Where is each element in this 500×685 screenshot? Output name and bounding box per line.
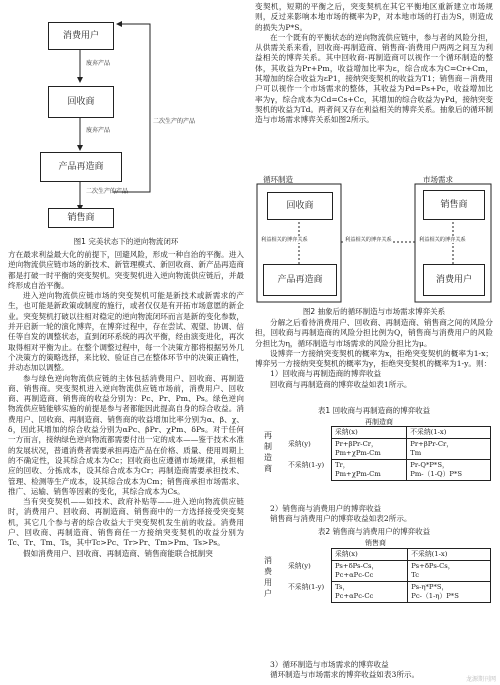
table-1-col-owner: 再制造商 (365, 418, 393, 426)
fig2-left-relation: 利益相关的博弈关系 (261, 237, 308, 243)
right-paragraph: 销售商与消费用户的博弈收益如表2所示。 (270, 514, 412, 524)
right-paragraph: 1）回收商与再制造商的博弈收益 (270, 369, 382, 379)
table-2-side-owner: 消费用户 (264, 556, 272, 598)
fig2-node-remanufacturer: 产品再造商 (263, 264, 337, 296)
t1-row-reject: 不采纳(1-y) (288, 460, 325, 469)
table-1-caption: 表1 回收商与再制造商的博弈收益 (317, 406, 431, 415)
right-paragraph: 在一个既有的平衡状态的逆向物流供应链中，参与者的风险分担，从供需关系来看，回收商-再制造商、销售商-消费用户两两之间互为利益相关的博弈关系。其中回收商-再制造商可以视作一个循环制造的整体，其收益为Pr+Pm，收益增加比率为ε，综合成本为C=Cr+Cm，其增加的综合收益为εP1，接纳突变契机的收益为T1；销售商－消费用户可以视作一个市场需求的整体，其收益为Pd=Ps+Pc，收益增加比率为γ，综合成本为Cd=Cs+Cc，其增加的综合收益为γPd，接纳突变契机的收益为Td。两者间又存在利益相关的博弈关系。抽象后的循环制造与市场需求博弈关系如图2所示。 (255, 32, 493, 125)
t1-row-accept: 采纳(y) (288, 439, 311, 448)
node-retailer: 销售商 (48, 208, 114, 228)
node-remanufacturer: 产品再造商 (40, 152, 122, 182)
node-recycler: 回收商 (48, 86, 114, 118)
t1-cell: Tr， Pm+χPm-Cm (332, 460, 407, 481)
right-paragraph: 循环制造与市场需求的博弈收益如表3所示。 (270, 670, 420, 680)
t2-col-accept: 采纳(x) (332, 549, 408, 561)
fig2-left-title: 循环制造 (263, 175, 293, 184)
t2-cell: Ps-η*P*S， Pc-（1-η）P*S (408, 582, 491, 603)
node-consumer: 消费用户 (48, 22, 114, 50)
right-paragraph: 设博弈一方接纳突变契机的概率为x，拒绝突变契机的概率为1-x；博弈另一方接纳突变契机的概率为y，拒绝突变契机的概率为1-y。则： (255, 348, 493, 369)
fig2-node-retailer: 销售商 (423, 190, 485, 220)
t2-cell: Ps+δPs-Cs， Pc+αPc-Cc (332, 561, 408, 582)
t1-col-accept: 采纳(x) (332, 427, 407, 439)
t1-cell: Pr+βPr-Cr， Tm (407, 439, 491, 460)
edge-label-second-prod: 二次生产的产品 (153, 118, 196, 125)
fig2-mid-relation: 利益相关的博弈关系 (345, 237, 392, 243)
edge-label-waste-1: 废弃产品 (86, 60, 111, 67)
right-column-text-t3 (255, 660, 493, 681)
right-column-text-top (255, 2, 493, 126)
fig2-node-consumer: 消费用户 (423, 264, 485, 296)
edge-label-waste-2: 废弃产品 (86, 127, 111, 134)
left-paragraph: 参与绿色逆向物流供应链的主体包括消费用户、回收商、再制造商、销售商。突变契机进入逆向物流供应链市场前，消费用户、回收商、再制造商、销售商的收益分别为：Pc、Pr、Pm、Ps。绿色逆向物流供应链能够实施的前提是参与者都能因此提高自身的综合收益。消费用户、回收商、再制造商、销售商的收益增加比率分别为α、β、χ、δ，因此其增加的综合收益分别为αPc、βPr、χPm、δPs。对于任何一方而言，接纳绿色逆向物流都需要付出一定的成本——鉴于技术水准的发展状况，普通消费者需要承担再造产品在价格、质量、使用周期上的不确定性，设其综合成本为Cc；回收商也应遵循市场规律，承担相应的回收、分拣成本，设其综合成本为Cr；再制造商需要承担技术、管理、检测等生产成本，设其综合成本为Cm；销售商承担市场需求、推广、运输、销售等因素的变化，其综合成本为Cs。 (8, 373, 244, 496)
left-paragraph: 进入逆向物流供应链市场的突变契机可能是新技术或新需求的产生，也可能是新政策或制度的施行，或者仅仅是有开拓市场意愿的新企业。突变契机打破以往相对稳定的逆向物流闭环而言是新的变化参数，并开启新一轮的演化博弈，在博弈过程中，存在尝试、观望、协调、信任等自发的调整状态，直到闭环系统的再次平衡，经由演变进化，再次取得相对平衡为止。在整个调整过程中，每一个决策方都将根据另外几个决策方的策略选择，来比较、验证自己在整体环节中的决策正确性，并动态加以调整。 (8, 291, 244, 373)
t1-col-reject: 不采纳(1-x) (407, 427, 491, 439)
t2-cell: Ts， Pc+αPc-Cc (332, 582, 408, 603)
figure-2-caption: 图2 抽象后的循环制造与市场需求博弈关系 (302, 307, 446, 316)
right-paragraph: 回收商与再制造商的博弈收益如表1所示。 (270, 379, 412, 389)
left-paragraph: 当有突变契机——如技术、政府补贴等——进入逆向物流供应链时，消费用户、回收商、再制造商、销售商中的一方选择接受突变契机，其它几个参与者的综合收益大于突变契机发生前的收益。消费用户、回收商、再制造商、销售商任一方接纳突变契机的收益分别为Tc、Tr、Tm、Ts，其中Tc>Pc、Tr>Pr、Tm>Pm、Ts>Ps。 (8, 497, 244, 548)
table-1 (285, 426, 491, 481)
right-column-text-t2 (255, 504, 493, 525)
right-paragraph: 分解之后看待消费用户、回收商、再制造商、销售商之间的风险分担，回收商与再制造商的风险分担比例为Q，销售商与消费用户的风险分担比为η，循环制造与市场需求的风险分担比为μ。 (255, 318, 493, 348)
watermark: 龙源期刊网 (465, 676, 496, 683)
right-paragraph: 3）循环制造与市场需求的博弈收益 (270, 660, 389, 669)
fig2-right-title: 市场需求 (423, 175, 453, 184)
figure-1 (20, 4, 230, 229)
table-2 (285, 548, 491, 603)
table-1-side-owner: 再制造商 (264, 431, 272, 473)
figure-1-caption: 图1 完美状态下的逆向物流闭环 (73, 237, 179, 246)
right-paragraph: 2）销售商与消费用户的博弈收益 (270, 504, 382, 513)
figure-2 (255, 172, 493, 304)
table-2-col-owner: 销售商 (365, 539, 386, 547)
t1-cell: Pr+βPr-Cr， Pm+χPm-Cm (332, 439, 407, 460)
table-2-caption: 表2 销售商与消费用户的博弈收益 (317, 527, 431, 536)
t2-cell: Ps+δPs-Cs， Tc (408, 561, 491, 582)
t2-row-accept: 采纳(y) (288, 561, 311, 570)
edge-label-second-prod-2: 二次生产的产品 (86, 188, 129, 195)
t2-col-reject: 不采纳(1-x) (408, 549, 491, 561)
t2-row-reject: 不采纳(1-y) (288, 582, 325, 591)
right-column-text-mid (255, 318, 493, 390)
fig2-node-recycler: 回收商 (267, 192, 333, 220)
left-paragraph: 假如消费用户、回收商、再制造商、销售商能联合抵制突 (23, 548, 213, 558)
left-column-text (8, 250, 244, 559)
fig2-right-relation: 利益相关的博弈关系 (419, 237, 466, 243)
t1-cell: Pr-Q*P*S， Pm-（1-Q）P*S (407, 460, 491, 481)
right-paragraph: 变契机，短期的平衡之后，突变契机在其它平衡地区重新建立市场规则，反过来影响本地市场的概率为P，对本地市场的打击为S，则造成的损失为P*S。 (255, 2, 493, 32)
left-paragraph: 方在最求利益最大化的前提下，回避风险，形成一种自治的平衡。进入逆向物流供应链市场的新技术、新管理模式、新回收商、新产品再造商都是打破一时平衡的突变契机。突变契机进入逆向物流供应链后，并最终形成自治平衡。 (8, 250, 244, 290)
